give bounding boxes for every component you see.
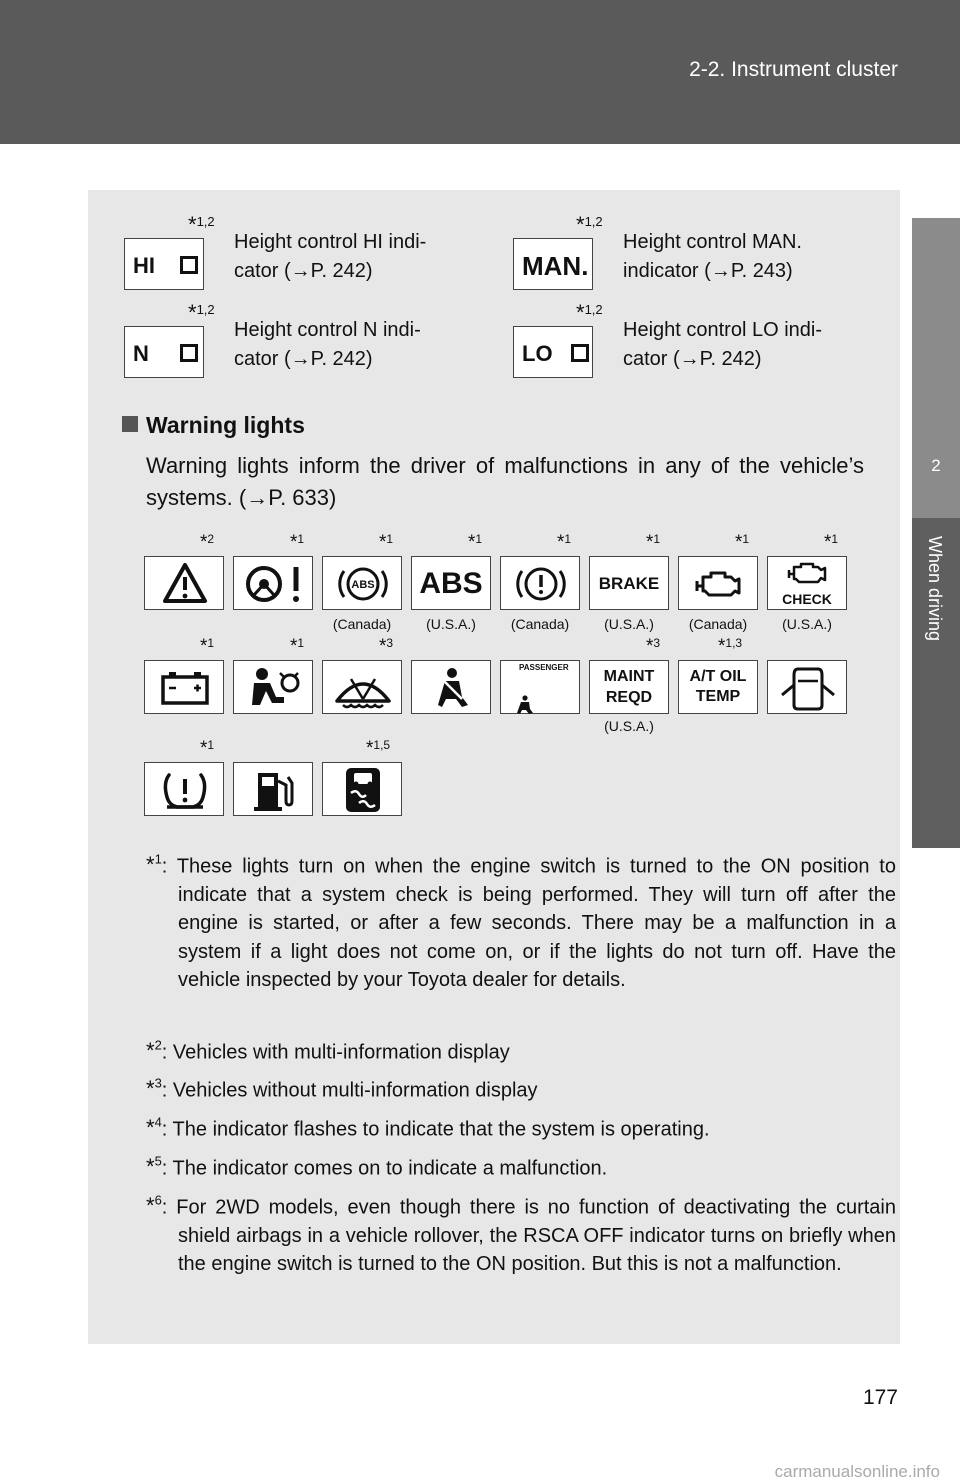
brake-text-icon: BRAKE (589, 556, 669, 610)
page-header (0, 0, 960, 144)
svg-text:ABS: ABS (351, 579, 375, 591)
slip-indicator-icon (322, 762, 402, 816)
section-bullet-icon (122, 416, 138, 432)
side-tab (912, 144, 960, 1460)
tire-pressure-icon (144, 762, 224, 816)
low-fuel-icon (233, 762, 313, 816)
height-hi-icon: HI (124, 238, 204, 290)
side-tab-number: 2 (931, 456, 941, 475)
footnote-5: *$^5$: The indicator comes on to indicate a malfunction. (146, 1154, 608, 1180)
footnote-2: *$^2$: Vehicles with multi-information display (146, 1038, 510, 1064)
section-title: Warning lights (122, 412, 305, 439)
washer-fluid-icon (322, 660, 402, 714)
footnote-4: *$^4$: The indicator flashes to indicate that the system is operating. (146, 1115, 710, 1141)
height-man-icon: MAN. (513, 238, 593, 290)
brake-circle-icon (500, 556, 580, 610)
height-n-icon: N (124, 326, 204, 378)
abs-circle-icon (322, 556, 402, 610)
footer (0, 1460, 960, 1484)
engine-check-icon: CHECK (767, 556, 847, 610)
side-tab-label: When driving (925, 536, 945, 642)
height-lo-icon: LO (513, 326, 593, 378)
open-door-icon (767, 660, 847, 714)
footnote-1: *$^1$: These lights turn on when the engine switch is turned to the ON position to indicate that a system check is being performed. They will turn off after the engine is started, or after a few seconds. There may be a malfunction in a system if a light does not come on, or if the lights do not turn off. Have the vehicle inspected by your Toyota dealer for details. (146, 852, 896, 992)
section-intro: Warning lights inform the driver of malfunctions in any of the vehicle’s systems. (→P. 633) (146, 453, 864, 510)
footnote-3: *$^3$: Vehicles without multi-information display (146, 1076, 538, 1102)
engine-icon (678, 556, 758, 610)
maint-reqd-icon: MAINT REQD (589, 660, 669, 714)
battery-icon (144, 660, 224, 714)
footnote-6: *$^6$: For 2WD models, even though there is no function of deactivating the curtain shield airbags in a vehicle rollover, the RSCA OFF indicator turns on briefly when the engine switch is turned to the ON position. But this is not a malfunction. (146, 1193, 896, 1276)
seatbelt-icon (411, 660, 491, 714)
at-oil-temp-icon: A/T OIL TEMP (678, 660, 758, 714)
srs-airbag-icon (233, 660, 313, 714)
page-number: 177 (862, 1386, 898, 1409)
power-steering-warning-icon (233, 556, 313, 610)
header-title: 2-2. Instrument cluster (689, 58, 898, 81)
master-warning-icon (144, 556, 224, 610)
abs-text-icon: ABS (411, 556, 491, 610)
passenger-seatbelt-icon: PASSENGER (500, 660, 580, 714)
footer-watermark[interactable]: carmanualsonline.info (774, 1462, 940, 1481)
